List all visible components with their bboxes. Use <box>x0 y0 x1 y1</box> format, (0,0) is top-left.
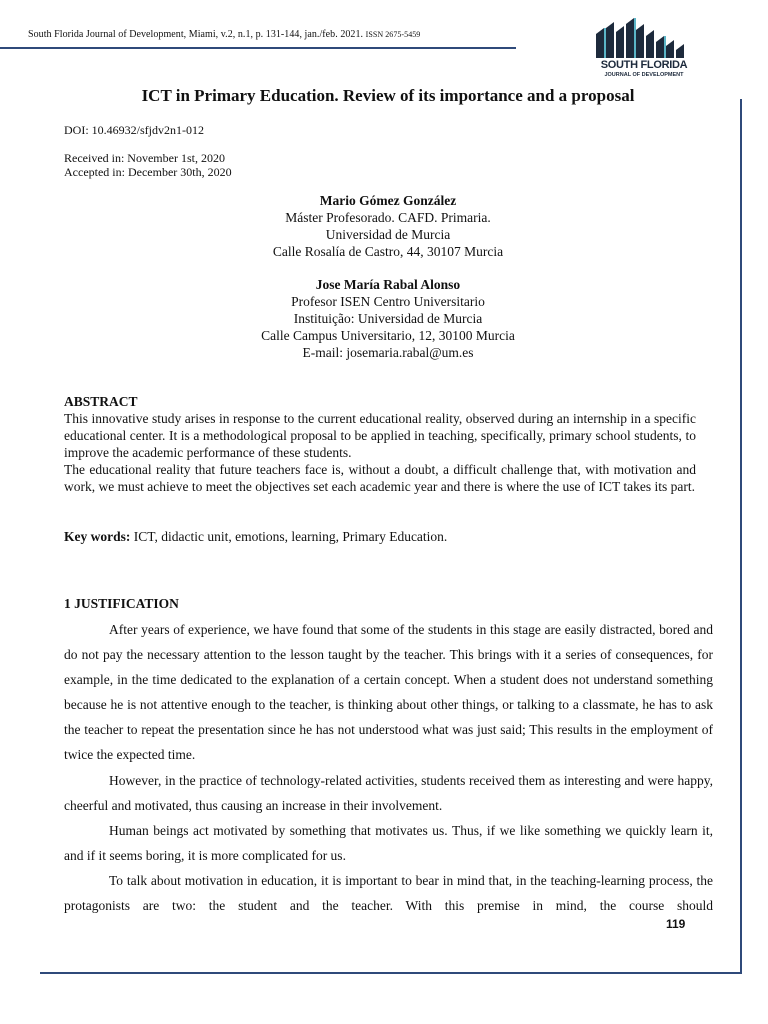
bottom-border-rule <box>40 972 742 974</box>
author-affiliation: Profesor ISEN Centro Universitario <box>291 294 485 309</box>
author-affiliation: Instituição: Universidad de Murcia <box>293 311 483 326</box>
book-stack-logo-icon <box>592 14 696 60</box>
body-paragraph: However, in the practice of technology-related activities, students received them as interesting and were happy, cheerful and motivated, thus causing an increase in their involvement. <box>64 772 713 813</box>
accepted-date: Accepted in: December 30th, 2020 <box>64 165 232 179</box>
page-number: 119 <box>666 917 686 931</box>
keywords <box>64 529 447 545</box>
section-body <box>64 617 713 918</box>
doi: DOI: 10.46932/sfjdv2n1-012 <box>64 123 204 137</box>
abstract-paragraph: This innovative study arises in response to the current educational reality, observed during an internship in a specific educational center. It is a methodological proposal to be applied in teaching, specifically, primary school students, to improve the academic performance of these students. <box>64 411 696 460</box>
keywords-text: ICT, didactic unit, emotions, learning, Primary Education. <box>133 529 448 544</box>
journal-logo <box>592 14 702 82</box>
journal-citation: South Florida Journal of Development, Miami, v.2, n.1, p. 131-144, jan./feb. 2021. <box>28 29 364 40</box>
author-affiliation: Universidad de Murcia <box>325 227 451 242</box>
abstract-heading: ABSTRACT <box>64 394 138 409</box>
paper-title: ICT in Primary Education. Review of its importance and a proposal <box>141 86 635 105</box>
author-address: Calle Rosalía de Castro, 44, 30107 Murcia <box>272 244 504 259</box>
section-heading: 1 JUSTIFICATION <box>64 596 179 611</box>
logo-subtitle: JOURNAL OF DEVELOPMENT <box>604 72 684 78</box>
author-block-1 <box>0 192 768 260</box>
body-paragraph: To talk about motivation in education, it is important to bear in mind that, in the teaching-learning process, the protagonists are two: the student and the teacher. With this premise in mind, the course should <box>64 872 713 914</box>
author-affiliation: Máster Profesorado. CAFD. Primaria. <box>285 210 491 225</box>
author-email: E-mail: josemaria.rabal@um.es <box>302 345 474 360</box>
author-name: Jose María Rabal Alonso <box>315 277 461 292</box>
header-rule <box>0 47 516 49</box>
author-block-2 <box>0 276 768 361</box>
body-paragraph: Human beings act motivated by something that motivates us. Thus, if we like something we quickly learn it, and if it seems boring, it is more complicated for us. <box>64 822 713 863</box>
author-address: Calle Campus Universitario, 12, 30100 Murcia <box>261 328 515 343</box>
body-paragraph: After years of experience, we have found that some of the students in this stage are easily distracted, bored and do not pay the necessary attention to the lesson taught by the teacher. This brings with it a series of consequences, for example, in the time dedicated to the explanation of a certain concept. When a student does not understand something because he is not attentive enough to the teacher, is thinking about other things, or talking to a classmate, he has to ask the teacher to repeat the presentation since he has not understood what was just said; This results in the employment of twice the expected time. <box>64 622 713 763</box>
received-date: Received in: November 1st, 2020 <box>64 151 225 165</box>
abstract-paragraph: The educational reality that future teachers face is, without a doubt, a difficult challenge that, with motivation and work, we must achieve to meet the objectives set each academic year and there is where the use of ICT takes its part. <box>64 462 696 494</box>
keywords-label: Key words: <box>64 529 131 544</box>
journal-issn: ISSN 2675-5459 <box>365 30 421 39</box>
author-name: Mario Gómez González <box>319 193 457 208</box>
logo-name: SOUTH FLORIDA <box>600 59 688 71</box>
abstract-body <box>64 410 696 495</box>
running-header <box>28 29 420 40</box>
